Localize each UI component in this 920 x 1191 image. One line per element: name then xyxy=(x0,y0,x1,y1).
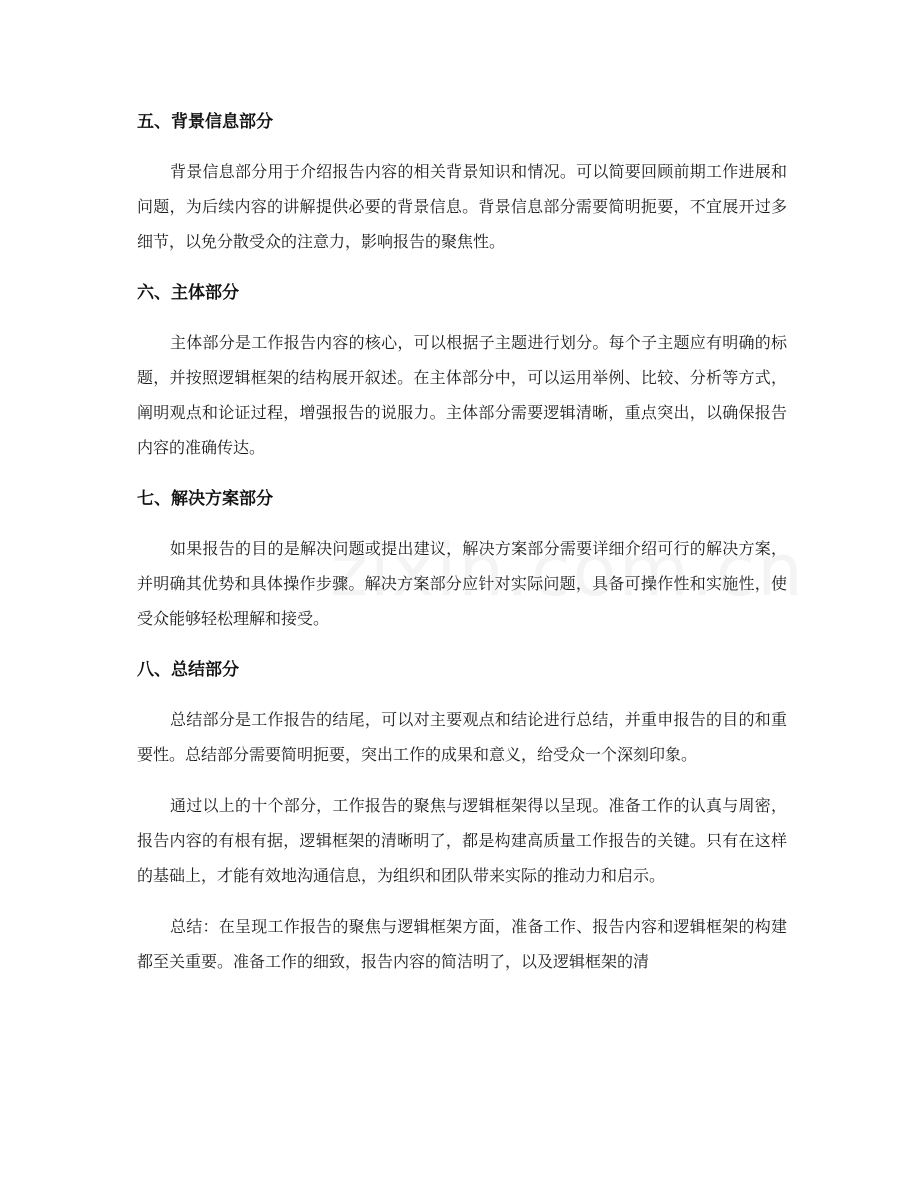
section-heading: 六、主体部分 xyxy=(137,283,239,303)
section-heading: 五、背景信息部分 xyxy=(137,112,273,132)
paragraph: 背景信息部分用于介绍报告内容的相关背景知识和情况。可以简要回顾前期工作进展和问题，为后续内容的讲解提供必要的背景信息。背景信息部分需要简明扼要，不宜展开过多细节，以免分散受众的注意力，影响报告的聚焦性。 xyxy=(137,162,787,251)
document-body xyxy=(137,104,787,995)
paragraph: 如果报告的目的是解决问题或提出建议，解决方案部分需要详细介绍可行的解决方案，并明确其优势和具体操作步骤。解决方案部分应针对实际问题，具备可操作性和实施性，使受众能够轻松理解和接受。 xyxy=(137,539,787,628)
paragraph: 总结部分是工作报告的结尾，可以对主要观点和结论进行总结，并重申报告的目的和重要性。总结部分需要简明扼要，突出工作的成果和意义，给受众一个深刻印象。 xyxy=(137,710,787,764)
section-solutions xyxy=(137,481,787,636)
paragraph: 主体部分是工作报告内容的核心，可以根据子主题进行划分。每个子主题应有明确的标题，并按照逻辑框架的结构展开叙述。在主体部分中，可以运用举例、比较、分析等方式，阐明观点和论证过程，增强报告的说服力。主体部分需要逻辑清晰，重点突出，以确保报告内容的准确传达。 xyxy=(137,333,787,457)
section-main-body xyxy=(137,275,787,465)
paragraph: 通过以上的十个部分，工作报告的聚焦与逻辑框架得以呈现。准备工作的认真与周密，报告内容的有根有据，逻辑框架的清晰明了，都是构建高质量工作报告的关键。只有在这样的基础上，才能有效地沟通信息，为组织和团队带来实际的推动力和启示。 xyxy=(137,796,787,885)
paragraph: 总结：在呈现工作报告的聚焦与逻辑框架方面，准备工作、报告内容和逻辑框架的构建都至关重要。准备工作的细致，报告内容的简洁明了，以及逻辑框架的清 xyxy=(137,917,787,971)
section-heading: 八、总结部分 xyxy=(137,660,239,680)
section-heading: 七、解决方案部分 xyxy=(137,489,273,509)
section-background xyxy=(137,104,787,259)
section-summary xyxy=(137,652,787,979)
